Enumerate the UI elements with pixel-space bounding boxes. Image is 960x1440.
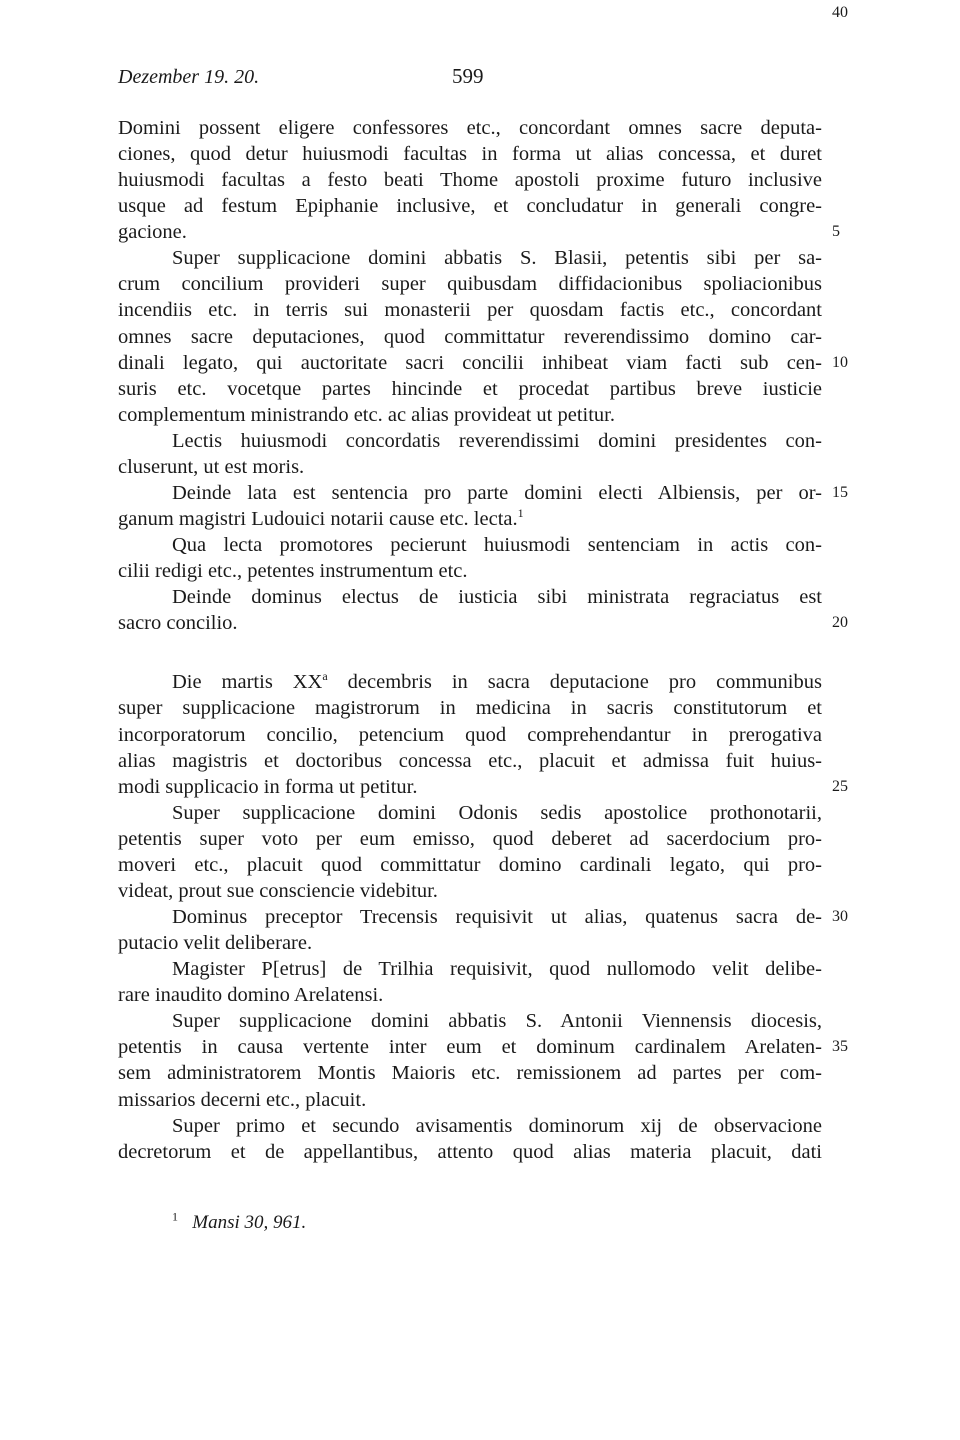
text-line: Super supplicacione domini abbatis S. Blasii, petentis sibi per sa- bbox=[172, 247, 822, 270]
text-line: omnes sacre deputaciones, quod committatur reverendissimo domino car- bbox=[118, 325, 822, 348]
text-line: cluserunt, ut est moris. bbox=[118, 455, 305, 478]
text-line: Super primo et secundo avisamentis dominorum xij de observacione bbox=[172, 1114, 822, 1137]
text-line: ganum magistri Ludouici notarii cause etc. lecta.$^1$ bbox=[118, 506, 524, 531]
text-line: rare inaudito domino Arelatensi. bbox=[118, 984, 384, 1007]
text-line: Die martis $XX^a$ decembris in sacra deputacione pro communibus bbox=[172, 669, 822, 694]
text-line: gacione. bbox=[118, 221, 187, 244]
text-line: cilii redigi etc., petentes instrumentum etc. bbox=[118, 560, 468, 583]
text-line: putacio velit deliberare. bbox=[118, 932, 313, 955]
text-line: Domini possent eligere confessores etc., concordant omnes sacre deputa- bbox=[118, 117, 822, 139]
text-line: Magister P[etrus] de Trilhia requisivit, quod nullomodo velit delibe- bbox=[172, 958, 822, 981]
text-line: crum concilium provideri super quibusdam diffidacionibus spoliacionibus bbox=[118, 273, 822, 296]
text-line: super supplicacione magistrorum in medicina in sacris constitutorum et bbox=[118, 697, 822, 720]
text-line: Dominus preceptor Trecensis requisivit ut alias, quatenus sacra de- bbox=[172, 906, 822, 929]
text-line: missarios decerni etc., placuit. bbox=[118, 1088, 367, 1111]
text-line: Deinde dominus electus de iusticia sibi ministrata regraciatus est bbox=[172, 586, 822, 609]
line-number: 30 bbox=[832, 908, 848, 926]
text-line: decretorum et de appellantibus, attento quod alias materia placuit, dati bbox=[118, 1140, 822, 1163]
footnote-reference: Mansi 30, 961. bbox=[192, 1212, 307, 1233]
line-number: 40 bbox=[832, 4, 848, 21]
text-line: petentis super voto per eum emisso, quod deberet ad sacerdocium pro- bbox=[118, 827, 822, 850]
page-number: 599 bbox=[452, 64, 484, 88]
superscript: a bbox=[322, 669, 328, 684]
text-line: videat, prout sue consciencie videbitur. bbox=[118, 879, 438, 902]
text-line: Super supplicacione domini abbatis S. Antonii Viennensis diocesis, bbox=[172, 1010, 822, 1033]
text-line: Super supplicacione domini Odonis sedis apostolice prothonotarii, bbox=[172, 801, 822, 824]
text-line: ciones, quod detur huiusmodi facultas in forma ut alias concessa, et duret bbox=[118, 143, 822, 166]
running-title: Dezember 19. 20. bbox=[118, 66, 260, 88]
text-line: Deinde lata est sentencia pro parte domini electi Albiensis, per or- bbox=[172, 481, 822, 504]
text-line: complementum ministrando etc. ac alias provideat ut petitur. bbox=[118, 403, 615, 426]
footnote bbox=[172, 1209, 307, 1234]
text-line: modi supplicacio in forma ut petitur. bbox=[118, 775, 418, 798]
text-line: dinali legato, qui auctoritate sacri concilii inhibeat viam facti sub cen- bbox=[118, 351, 822, 374]
text-line: petentis in causa vertente inter eum et dominum cardinalem Arelaten- bbox=[118, 1036, 822, 1059]
superscript: 1 bbox=[517, 506, 524, 521]
line-number: 5 bbox=[832, 223, 840, 241]
text-line: Lectis huiusmodi concordatis reverendissimi domini presidentes con- bbox=[172, 429, 822, 452]
text-line: suris etc. vocetque partes hincinde et procedat partibus breve iusticie bbox=[118, 377, 822, 400]
text-line: sem administratorem Montis Maioris etc. remissionem ad partes per com- bbox=[118, 1062, 822, 1085]
text-line: Qua lecta promotores pecierunt huiusmodi sentenciam in actis con- bbox=[172, 534, 822, 557]
footnote-number: 1 bbox=[172, 1209, 178, 1224]
text-line: usque ad festum Epiphanie inclusive, et concludatur in generali congre- bbox=[118, 195, 822, 218]
line-number: 25 bbox=[832, 777, 848, 795]
line-number: 15 bbox=[832, 483, 848, 501]
text-line: moveri etc., placuit quod committatur domino cardinali legato, qui pro- bbox=[118, 853, 822, 876]
text-line: incendiis etc. in terris sui monasterii per quosdam factis etc., concordant bbox=[118, 299, 822, 322]
line-number: 10 bbox=[832, 353, 848, 371]
text-line: alias magistris et doctoribus concessa etc., placuit et admissa fuit huius- bbox=[118, 749, 822, 772]
line-number: 35 bbox=[832, 1038, 848, 1056]
text-line: huiusmodi facultas a festo beati Thome apostoli proxime futuro inclusive bbox=[118, 169, 822, 192]
line-number: 20 bbox=[832, 614, 848, 632]
text-line: incorporatorum concilio, petencium quod comprehendantur in prerogativa bbox=[118, 723, 822, 746]
text-line: sacro concilio. bbox=[118, 612, 238, 635]
